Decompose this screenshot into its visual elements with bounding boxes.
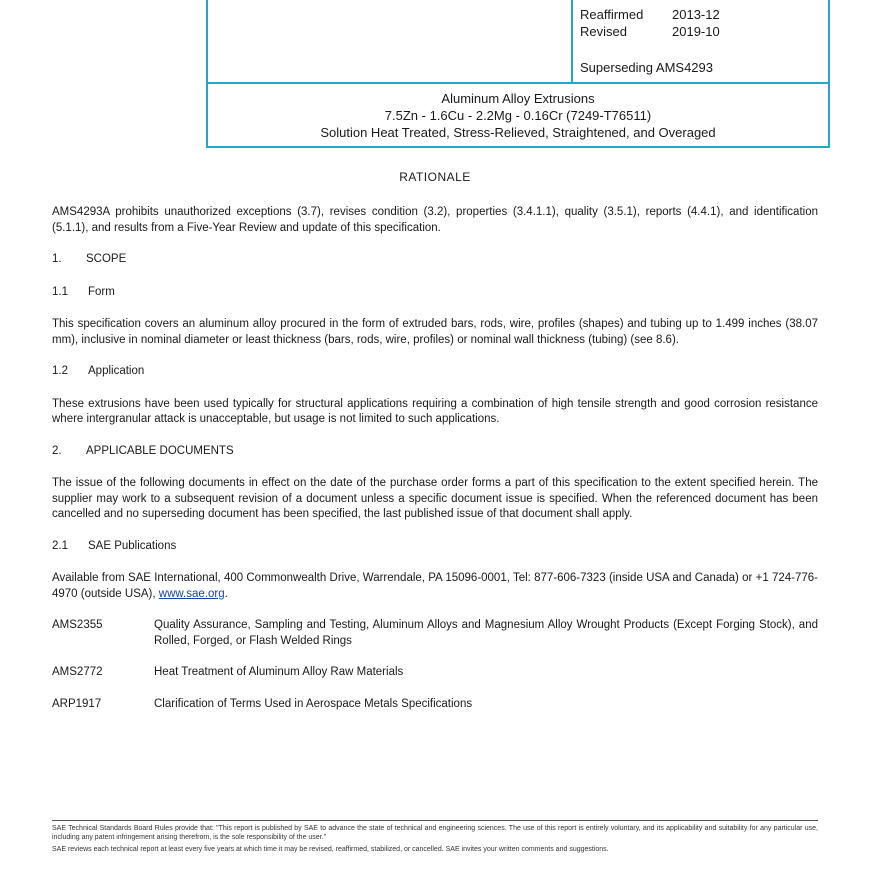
document-row	[52, 665, 818, 681]
header-vertical-divider	[571, 0, 573, 82]
section-number: 1.	[52, 253, 62, 265]
document-code: ARP1917	[52, 697, 102, 710]
sae-website-link[interactable]: www.sae.org	[158, 587, 225, 600]
footer-notice	[52, 824, 818, 857]
section-1-2-text: These extrusions have been used typically for structural applications requiring a combination of high tensile strength and good corrosion resistance where intergranular attack is unacceptable, but usage is not limited to such applications.	[52, 397, 818, 425]
reaffirmed-label: Reaffirmed	[580, 7, 644, 22]
section-title: Application	[88, 365, 145, 377]
reaffirmed-row	[580, 6, 720, 23]
section-1-2-heading	[52, 364, 818, 380]
section-1-1-heading	[52, 285, 818, 301]
revised-row	[580, 23, 720, 40]
title-line-2: 7.5Zn - 1.6Cu - 2.2Mg - 0.16Cr (7249-T76511)	[384, 108, 652, 123]
header-box	[206, 0, 830, 148]
revised-label: Revised	[580, 24, 627, 39]
title-line-3: Solution Heat Treated, Stress-Relieved, Straightened, and Overaged	[320, 125, 716, 140]
section-2-text: The issue of the following documents in effect on the date of the purchase order forms a part of this specification to the extent specified herein. The supplier may work to a subsequent revision of a document unless a specific document issue is specified. When the referenced document has been cancelled and no superseding document has been specified, the last published issue of that document shall apply.	[52, 477, 818, 520]
title-line-1: Aluminum Alloy Extrusions	[441, 91, 595, 106]
section-2-1-text: Available from SAE International, 400 Commonwealth Drive, Warrendale, PA 15096-0001, Tel: 877-606-7323 (inside USA and Canada) or +1 724-776-4970 (outside USA), www.sae.org.	[52, 572, 818, 600]
document-title	[208, 90, 828, 141]
section-1-1-text: This specification covers an aluminum alloy procured in the form of extruded bars, rods, wire, profiles (shapes) and tubing up to 1.499 inches (38.07 mm), inclusive in nominal diameter or least thickness (bars, rods, wire, profiles) or nominal wall thickness (tubing) (see 8.6).	[52, 318, 818, 346]
footer-line-2: SAE reviews each technical report at least every five years at which time it may be revised, reaffirmed, stabilized, or cancelled. SAE invites your written comments and suggestions.	[52, 846, 609, 853]
section-title: SAE Publications	[88, 539, 177, 552]
section-1-heading	[52, 252, 818, 268]
section-number: 2.1	[52, 539, 68, 552]
section-title: Form	[88, 285, 115, 298]
document-row	[52, 697, 818, 713]
revised-value: 2019-10	[672, 24, 720, 39]
document-code: AMS2355	[52, 619, 103, 631]
document-description: Heat Treatment of Aluminum Alloy Raw Materials	[154, 666, 404, 678]
section-2-heading	[52, 444, 818, 460]
sae-address: Available from SAE International, 400 Commonwealth Drive, Warrendale, PA 15096-0001, Tel: 877-606-7323 (inside USA and Canada) or +1 724-776-4970 (outside USA),	[52, 572, 818, 600]
section-number: 1.1	[52, 285, 68, 298]
document-body	[52, 205, 818, 728]
section-number: 2.	[52, 444, 62, 457]
rationale-text: AMS4293A prohibits unauthorized exceptions (3.7), revises condition (3.2), properties (3.4.1.1), quality (3.5.1), reports (4.4.1), and identification (5.1.1), and results from a Five-Year Review and update of this specification.	[52, 206, 818, 234]
section-title: SCOPE	[86, 253, 127, 265]
document-code: AMS2772	[52, 666, 103, 678]
footer-line-1: SAE Technical Standards Board Rules provide that: "This report is published by SAE to advance the state of technical and engineering sciences. The use of this report is entirely voluntary, and its applicability and suitability for any particular use, including any patent infringement arising therefrom, is the sole responsibility of the user."	[52, 825, 818, 841]
section-title: APPLICABLE DOCUMENTS	[86, 444, 234, 457]
header-dates	[580, 6, 720, 40]
rationale-heading: RATIONALE	[399, 170, 471, 184]
section-number: 1.2	[52, 365, 68, 377]
superseding-text: Superseding AMS4293	[580, 60, 713, 75]
document-description: Clarification of Terms Used in Aerospace Metals Specifications	[154, 697, 473, 710]
reaffirmed-value: 2013-12	[672, 7, 720, 22]
document-row	[52, 618, 818, 649]
header-horizontal-divider	[208, 82, 828, 84]
section-2-1-heading	[52, 539, 818, 555]
footer-divider	[52, 820, 818, 821]
document-description: Quality Assurance, Sampling and Testing, Aluminum Alloys and Magnesium Alloy Wrought Products (Except Forging Stock), and Rolled, Forged, or Flash Welded Rings	[154, 619, 818, 647]
